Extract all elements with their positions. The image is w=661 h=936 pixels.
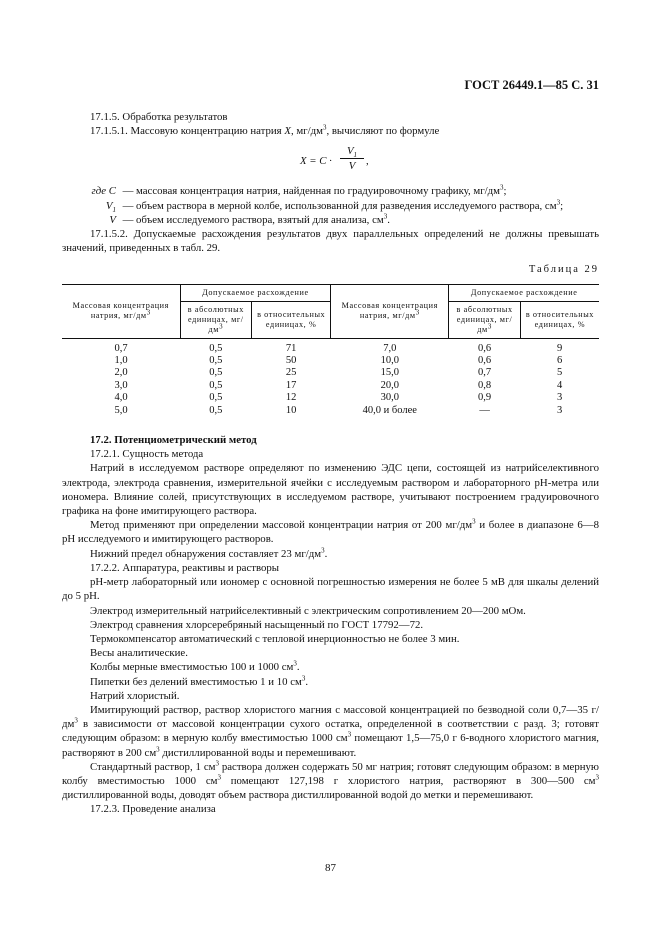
col-header-rel-2: в относительных единицах, % xyxy=(520,301,599,338)
col-header-abs-2: в абсолютных единицах, $мг/дм^3$ xyxy=(449,301,520,338)
paragraph: Электрод сравнения хлорсеребряный насыщенный по ГОСТ 17792—72. xyxy=(90,618,424,631)
paragraph: Натрий хлористый. xyxy=(90,689,180,702)
def-symbol: V xyxy=(109,213,116,226)
formula-definitions: где C — массовая концентрация натрия, найденная по градуировочному графику, $мг/дм^3$; $V_1$ — объем раствора в мерной колбе, использованной для разведения исследуемого раствора, $см^3$; V — объем исследуемого раствора, взятый для анализа, $см^3$. xyxy=(62,184,599,227)
formula-fraction: $\frac{V_1}{V}$ xyxy=(340,144,364,173)
formula: X = C · $\frac{V_1}{V}$ , xyxy=(300,145,369,173)
paragraph: Имитирующий раствор, раствор хлористого магния с массовой концентрацией по безводной соли 0,7—35 $г/дм^3$ в зависимости от массовой концентрации сухого остатка, определенной в соответствии с разд. 3; готовят следующим образом: в мерную колбу вместимостью 1000 $см^3$ помещают 1,5—75,0 г 6-водного хлористого магния, растворяют в 200 $см^3$ дистиллированной воды и перемешивают. xyxy=(62,703,599,759)
table-caption: Таблица 29 xyxy=(528,264,599,276)
def-text: объем исследуемого раствора, взятый для анализа, $см^3$. xyxy=(136,212,390,226)
paragraph: Колбы мерные вместимостью 100 и 1000 $см^3$. xyxy=(90,659,300,674)
table-row: 1,0 0,5 50 10,0 0,6 6 xyxy=(114,355,563,367)
section-17-2-3: 17.2.3. Проведение анализа xyxy=(90,803,216,816)
def-text: объем раствора в мерной колбе, использованной для разведения исследуемого раствора, $см^3$; xyxy=(136,198,564,212)
section-17-2-1: 17.2.1. Сущность метода xyxy=(90,448,204,461)
table-row: 2,0 0,5 25 15,0 0,7 5 xyxy=(114,367,563,379)
section-17-1-5-1: 17.1.5.1. Массовую концентрацию натрия X, $мг/дм^3$, вычисляют по формуле xyxy=(90,123,440,138)
paragraph: Термокомпенсатор автоматический с тепловой инерционностью не более 3 мин. xyxy=(90,632,460,645)
paragraph: Натрий в исследуемом растворе определяют по изменению ЭДС цепи, состоящей из натрийселективного электрода, электрода сравнения, измерительной ячейки с исследуемым раствором и лабораторного рН-метра или иономера. Влияние солей, присутствующих в исследуемом растворе, учитывают построением градуировочного графика на фоне имитирующего раствора. xyxy=(62,462,599,518)
table-row: 4,0 0,5 12 30,0 0,9 3 xyxy=(114,392,563,404)
section-17-2: 17.2. Потенциометрический метод xyxy=(90,434,257,447)
paragraph: Стандартный раствор, 1 $см^3$ раствора должен содержать 50 мг натрия; готовят следующим образом: в мерную колбу вместимостью 1000 $см^3$ помещают 127,198 г хлористого натрия, растворяют в 300—500 $см^3$ дистиллированной воды, доводят объем раствора дистиллированной водой до метки и перемешивают. xyxy=(62,759,600,802)
table-row: 5,0 0,5 10 40,0 и более — 3 xyxy=(114,404,563,416)
def-symbol: где C xyxy=(91,185,116,198)
section-17-1-5-2: 17.1.5.2. Допускаемые расхождения результатов двух параллельных определений не должны превышать значений, приведенных в табл. 29. xyxy=(62,228,599,255)
def-symbol: $V_1$ xyxy=(105,199,116,214)
section-17-1-5: 17.1.5. Обработка результатов xyxy=(90,111,228,123)
paragraph: Электрод измерительный натрийселективный с электрическим сопротивлением 20—200 мОм. xyxy=(90,604,526,617)
paragraph: Нижний предел обнаружения составляет 23 $мг/дм^3$. xyxy=(90,546,328,560)
table-row: 3,0 0,5 17 20,0 0,8 4 xyxy=(114,379,563,391)
paragraph: рН-метр лабораторный или иономер с основной погрешностью измерения не более 5 мВ для шкалы делений до 5 рН. xyxy=(62,576,599,603)
paragraph: Пипетки без делений вместимостью 1 и 10 $см^3$. xyxy=(90,673,309,688)
formula-lhs: X = C · xyxy=(300,155,332,168)
def-text: массовая концентрация натрия, найденная по градуировочному графику, $мг/дм^3$; xyxy=(136,183,507,198)
paragraph: Метод применяют при определении массовой концентрации натрия от 200 $мг/дм^3$ и более в диапазоне 6—8 рН исследуемого и имитирующего растворов. xyxy=(62,517,600,546)
table-29 xyxy=(62,284,599,417)
table-row: 0,7 0,5 71 7,0 0,6 9 xyxy=(114,342,563,354)
col-header-rel: в относительных единицах, % xyxy=(252,301,331,338)
col-header-mass: Массовая концентрация натрия, $мг/дм^3$ xyxy=(62,284,180,338)
col-header-allowed-2: Допускаемое расхождение xyxy=(449,284,599,301)
running-header: ГОСТ 26449.1—85 С. 31 xyxy=(464,78,599,92)
section-17-2-2: 17.2.2. Аппаратура, реактивы и растворы xyxy=(90,561,280,574)
col-header-allowed: Допускаемое расхождение xyxy=(180,284,331,301)
document-body xyxy=(62,110,599,817)
page-number: 87 xyxy=(325,862,336,874)
paragraph: Весы аналитические. xyxy=(90,647,188,660)
col-header-abs: в абсолютных единицах, $мг/дм^3$ xyxy=(180,301,251,338)
col-header-mass-2: Массовая концентрация натрия, $мг/дм^3$ xyxy=(331,284,449,338)
